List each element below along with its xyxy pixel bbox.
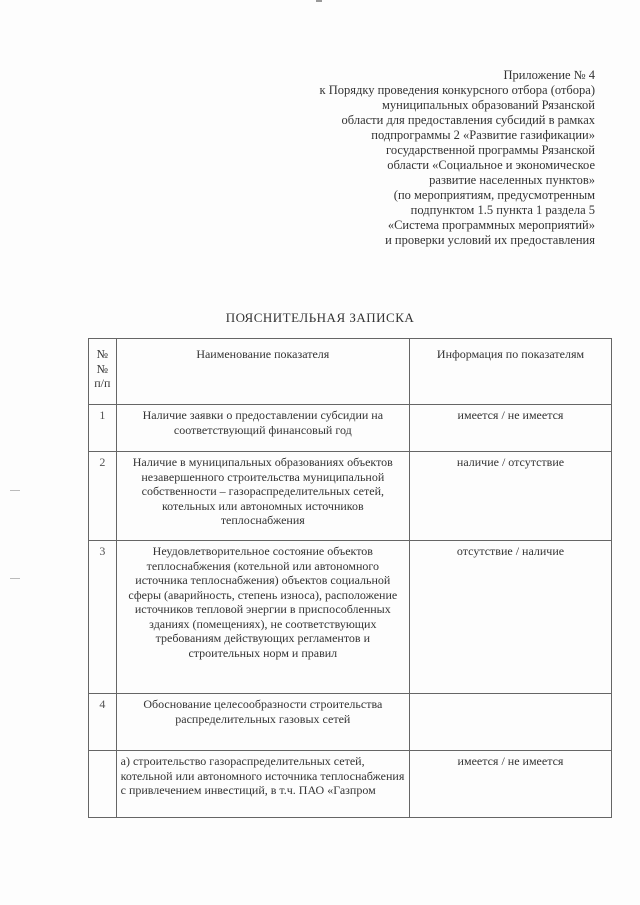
- scan-mark: [316, 0, 322, 2]
- row-number: 1: [89, 405, 117, 452]
- appendix-line: к Порядку проведения конкурсного отбора (отбора): [319, 83, 595, 97]
- indicator-info: наличие / отсутствие: [410, 452, 612, 541]
- indicator-name: Наличие в муниципальных образованиях объектов незавершенного строительства муниципальной собственности – газораспределительных сетей, котельных или автономных источников теплоснабжения: [116, 452, 409, 541]
- table-header-row: [89, 339, 612, 405]
- indicator-name: Обоснование целесообразности строительства распределительных газовых сетей: [116, 694, 409, 751]
- indicator-name: Неудовлетворительное состояние объектов теплоснабжения (котельной или автономного источника теплоснабжения) объектов социальной сферы (аварийность, степень износа), расположение источников тепловой энергии в приспособленных зданиях (помещениях), не соответствующих требованиям действующих регламентов и строительных норм и правил: [116, 541, 409, 694]
- indicator-info: отсутствие / наличие: [410, 541, 612, 694]
- row-number: [89, 751, 117, 818]
- appendix-line: и проверки условий их предоставления: [385, 233, 595, 247]
- indicator-name: а) строительство газораспределительных сетей, котельной или автономного источника теплоснабжения с привлечением инвестиций, в т.ч. ПАО «Газпром: [116, 751, 409, 818]
- appendix-line: государственной программы Рязанской: [386, 143, 595, 157]
- scan-mark: [10, 578, 20, 579]
- table-row: [89, 694, 612, 751]
- header-number: № № п/п: [89, 339, 117, 405]
- appendix-line: подпрограммы 2 «Развитие газификации»: [371, 128, 595, 142]
- appendix-line: развитие населенных пунктов»: [429, 173, 595, 187]
- row-number: 4: [89, 694, 117, 751]
- table-row: [89, 751, 612, 818]
- document-title: ПОЯСНИТЕЛЬНАЯ ЗАПИСКА: [225, 310, 415, 325]
- indicators-table: [88, 338, 612, 818]
- appendix-line: Приложение № 4: [503, 68, 595, 82]
- appendix-line: подпунктом 1.5 пункта 1 раздела 5: [410, 203, 595, 217]
- indicator-info: имеется / не имеется: [410, 405, 612, 452]
- appendix-line: «Система программных мероприятий»: [387, 218, 595, 232]
- row-number: 3: [89, 541, 117, 694]
- table-row: [89, 452, 612, 541]
- table-row: [89, 541, 612, 694]
- appendix-header: [250, 68, 595, 248]
- appendix-line: муниципальных образований Рязанской: [382, 98, 595, 112]
- row-number: 2: [89, 452, 117, 541]
- indicator-info: [410, 694, 612, 751]
- scan-mark: [10, 490, 20, 491]
- header-indicator-info: Информация по показателям: [410, 339, 612, 405]
- indicator-name: Наличие заявки о предоставлении субсидии на соответствующий финансовый год: [116, 405, 409, 452]
- header-indicator-name: Наименование показателя: [116, 339, 409, 405]
- appendix-line: области «Социальное и экономическое: [387, 158, 595, 172]
- appendix-line: области для предоставления субсидий в рамках: [341, 113, 595, 127]
- table-row: [89, 405, 612, 452]
- appendix-line: (по мероприятиям, предусмотренным: [393, 188, 595, 202]
- indicator-info: имеется / не имеется: [410, 751, 612, 818]
